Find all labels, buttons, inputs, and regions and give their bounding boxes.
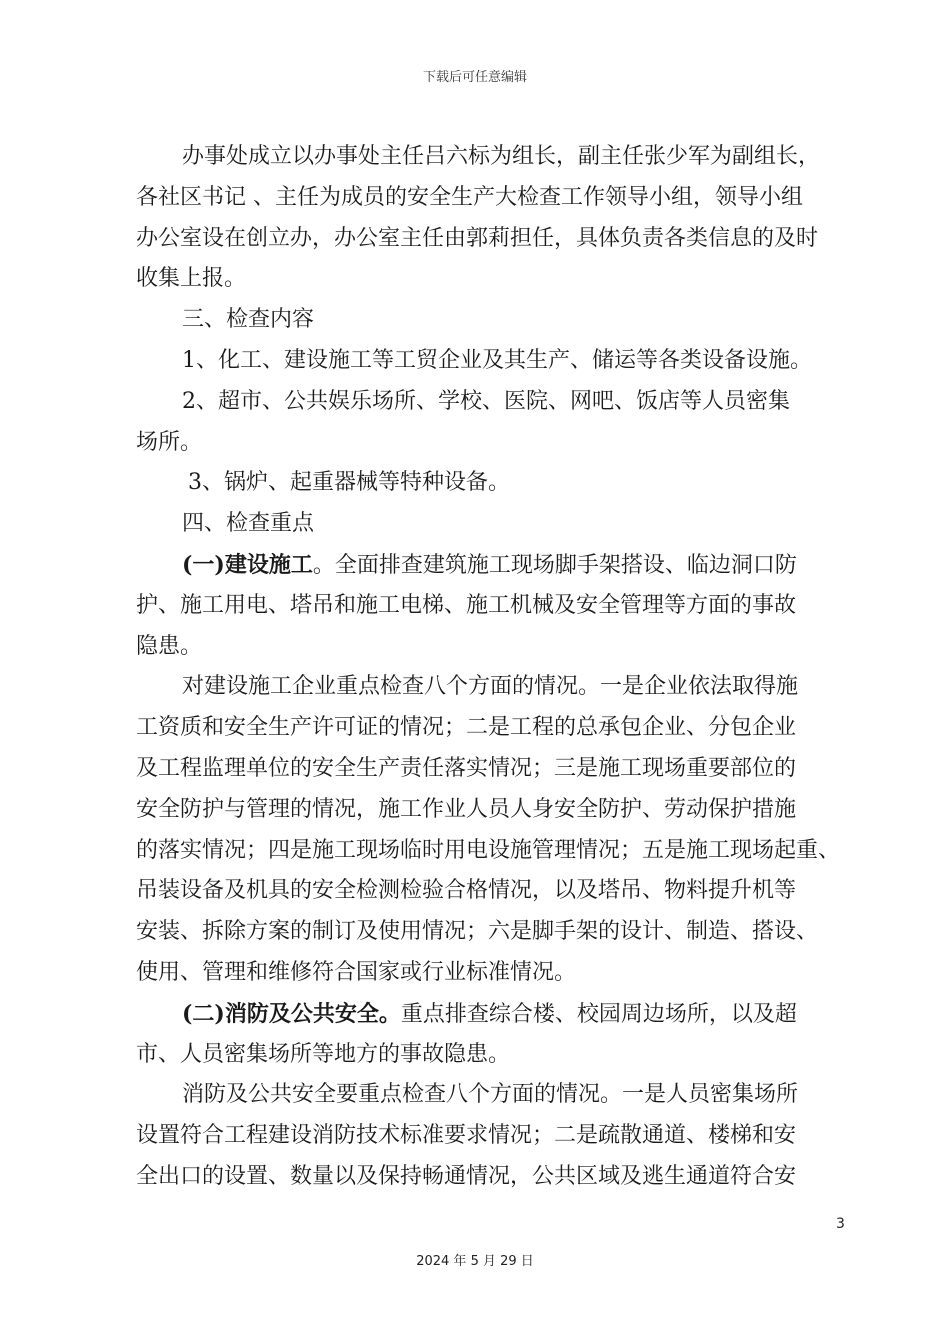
paragraph-line: 隐患。	[136, 633, 203, 659]
paragraph-line: 及工程监理单位的安全生产责任落实情况；三是施工现场重要部位的	[136, 755, 797, 781]
list-item-continued: 场所。	[136, 429, 203, 455]
paragraph-line: 对建设施工企业重点检查八个方面的情况。一是企业依法取得施	[182, 674, 799, 700]
section-heading: 三、检查内容	[182, 307, 315, 333]
paragraph-line: 各社区书记 、主任为成员的安全生产大检查工作领导小组，领导小组	[136, 184, 803, 210]
subsection-text: 。全面排查建筑施工现场脚手架搭设、临边洞口防	[312, 552, 797, 578]
subsection-line	[136, 994, 848, 1035]
paragraph-line: 办事处成立以办事处主任吕六标为组长，副主任张少军为副组长，	[182, 144, 821, 169]
paragraph-line: 办公室设在创立办，办公室主任由郭莉担任，具体负责各类信息的及时	[136, 225, 819, 251]
section-heading: 四、检查重点	[182, 511, 315, 537]
subsection-title: (一)建设施工	[182, 551, 313, 578]
list-item: 2、超市、公共娱乐场所、学校、医院、网吧、饭店等人员密集	[182, 388, 790, 414]
page-number: 3	[836, 1216, 845, 1232]
page-header: 下载后可任意编辑	[422, 70, 527, 85]
paragraph-line: 市、人员密集场所等地方的事故隐患。	[136, 1041, 511, 1067]
subsection-title: (二)消防及公共安全。	[182, 1000, 401, 1027]
paragraph-line: 使用、管理和维修符合国家或行业标准情况。	[136, 959, 577, 985]
paragraph-line: 全出口的设置、数量以及保持畅通情况，公共区域及逃生通道符合安	[136, 1163, 797, 1189]
list-item: 1、化工、建设施工等工贸企业及其生产、储运等各类设备设施。	[182, 347, 812, 373]
subsection-text: 重点排查综合楼、校园周边场所，以及超	[400, 1001, 797, 1027]
page-footer-date: 2024 年 5 月 29 日	[416, 1254, 534, 1269]
paragraph-line: 安装、拆除方案的制订及使用情况；六是脚手架的设计、制造、搭设、	[136, 919, 819, 945]
list-item: 3、锅炉、起重器械等特种设备。	[188, 470, 510, 496]
paragraph-line: 的落实情况；四是施工现场临时用电设施管理情况；五是施工现场起重、	[136, 837, 841, 863]
paragraph-line: 设置符合工程建设消防技术标准要求情况；二是疏散通道、楼梯和安	[136, 1123, 797, 1149]
document-body	[136, 137, 848, 1198]
paragraph-line: 安全防护与管理的情况，施工作业人员人身安全防护、劳动保护措施	[136, 796, 797, 822]
paragraph-line: 消防及公共安全要重点检查八个方面的情况。一是人员密集场所	[182, 1082, 799, 1108]
paragraph-line: 工资质和安全生产许可证的情况；二是工程的总承包企业、分包企业	[136, 715, 797, 741]
paragraph-line: 收集上报。	[136, 266, 247, 292]
paragraph-line: 护、施工用电、塔吊和施工电梯、施工机械及安全管理等方面的事故	[136, 592, 797, 618]
paragraph-line: 吊装设备及机具的安全检测检验合格情况，以及塔吊、物料提升机等	[136, 878, 797, 904]
subsection-line	[136, 545, 848, 586]
